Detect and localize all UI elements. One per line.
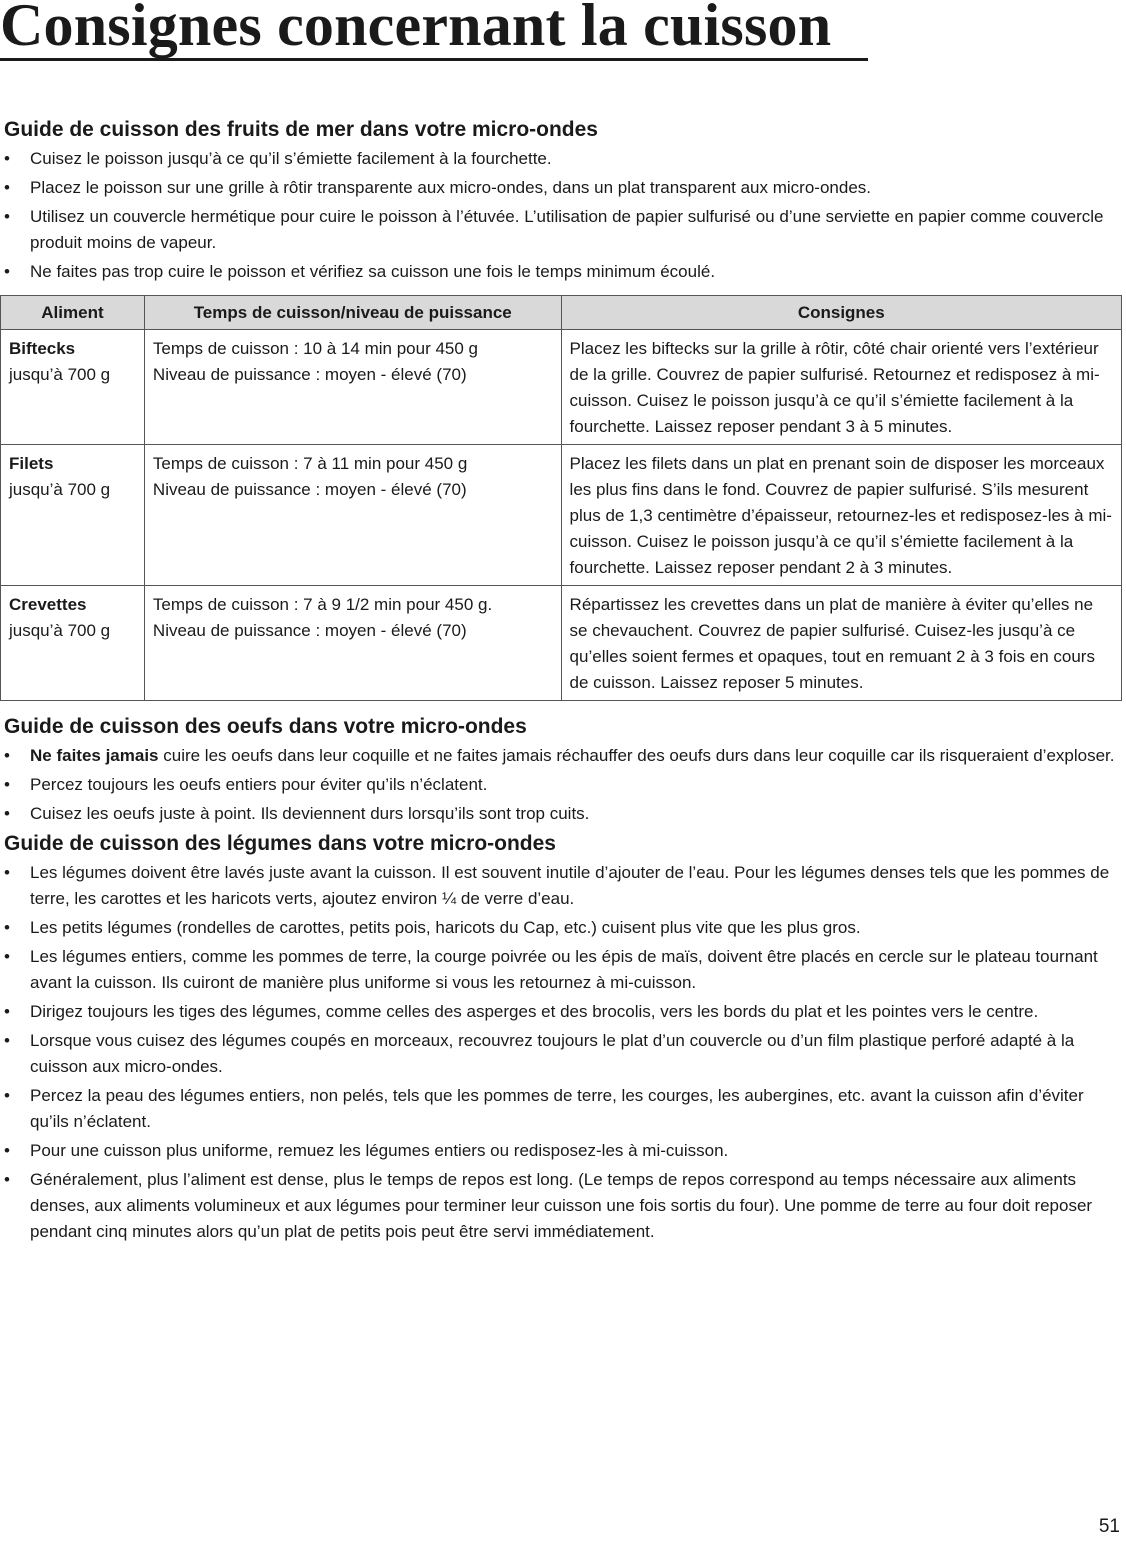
cooking-time: Temps de cuisson : 10 à 14 min pour 450 g	[152, 339, 479, 358]
vegetables-bullet-list	[4, 860, 1124, 1245]
bullet-marker: •	[4, 1002, 10, 1021]
bullet-marker: •	[4, 1170, 10, 1189]
bullet-marker: •	[4, 746, 10, 765]
instructions-cell: Placez les biftecks sur la grille à rôtir, côté chair orienté vers l’extérieur de la grille. Couvrez de papier sulfurisé. Retournez et redisposez à mi-cuisson. Cuisez le poisson jusqu’à ce qu’il s’émiette facilement à la fourchette. Laissez reposer pendant 3 à 5 minutes.	[561, 330, 1121, 445]
bullet-marker: •	[4, 1086, 10, 1105]
bullet-marker: •	[4, 947, 10, 966]
vegetables-section	[4, 830, 1124, 1245]
list-item	[4, 944, 1124, 996]
eggs-section	[4, 713, 1124, 827]
food-cell	[1, 445, 145, 586]
list-item	[4, 175, 1124, 201]
bullet-marker: •	[4, 1031, 10, 1050]
list-item	[4, 801, 1124, 827]
cooking-time: Temps de cuisson : 7 à 9 1/2 min pour 450 g.	[152, 595, 493, 614]
time-power-cell	[144, 330, 561, 445]
list-item	[4, 1083, 1124, 1135]
list-item	[4, 772, 1124, 798]
bullet-text: Percez toujours les oeufs entiers pour éviter qu’ils n’éclatent.	[30, 775, 488, 794]
list-item	[4, 999, 1124, 1025]
food-cell	[1, 586, 145, 701]
list-item	[4, 1138, 1124, 1164]
table-header-row	[1, 296, 1122, 330]
bullet-text: Utilisez un couvercle hermétique pour cuire le poisson à l’étuvée. L’utilisation de papier sulfurisé ou d’une serviette en papier comme couvercle produit moins de vapeur.	[30, 207, 1104, 252]
column-header-time-power: Temps de cuisson/niveau de puissance	[144, 296, 561, 330]
power-level: Niveau de puissance : moyen - élevé (70)	[152, 365, 467, 384]
food-name: Biftecks	[9, 339, 76, 358]
bullet-marker: •	[4, 178, 10, 197]
bullet-marker: •	[4, 918, 10, 937]
title-underline	[0, 58, 868, 61]
bullet-text: Pour une cuisson plus uniforme, remuez les légumes entiers ou redisposez-les à mi-cuisson.	[30, 1141, 729, 1160]
cooking-time: Temps de cuisson : 7 à 11 min pour 450 g	[152, 454, 468, 473]
food-name: Filets	[9, 454, 54, 473]
instructions-cell: Répartissez les crevettes dans un plat de manière à éviter qu’elles ne se chevauchent. Couvrez de papier sulfurisé. Cuisez-les jusqu’à ce qu’elles soient fermes et opaques, tout en remuant 2 à 3 fois en cours de cuisson. Laissez reposer 5 minutes.	[561, 586, 1121, 701]
list-item	[4, 259, 1124, 285]
bullet-text: Généralement, plus l’aliment est dense, plus le temps de repos est long. (Le temps de repos correspond au temps nécessaire aux aliments denses, aux aliments volumineux et aux légumes pour terminer leur cuisson une fois sortis du four). Une pomme de terre au four doit reposer pendant cinq minutes alors qu’un plat de petits pois peut être servi immédiatement.	[30, 1170, 1093, 1241]
table-row	[1, 330, 1122, 445]
table-row	[1, 445, 1122, 586]
bullet-text: Lorsque vous cuisez des légumes coupés en morceaux, recouvrez toujours le plat d’un couvercle ou d’un film plastique perforé adapté à la cuisson aux micro-ondes.	[30, 1031, 1075, 1076]
column-header-instructions: Consignes	[561, 296, 1121, 330]
table-row	[1, 586, 1122, 701]
bullet-text: Cuisez les oeufs juste à point. Ils deviennent durs lorsqu’ils sont trop cuits.	[30, 804, 590, 823]
food-name: Crevettes	[9, 595, 87, 614]
page-number: 51	[1098, 1516, 1120, 1537]
bullet-marker: •	[4, 1141, 10, 1160]
warning-emphasis: Ne faites jamais	[30, 746, 159, 765]
bullet-marker: •	[4, 262, 10, 281]
bullet-text: Placez le poisson sur une grille à rôtir transparente aux micro-ondes, dans un plat transparent aux micro-ondes.	[30, 178, 871, 197]
seafood-cooking-table	[0, 295, 1122, 701]
bullet-text: cuire les oeufs dans leur coquille et ne faites jamais réchauffer des oeufs durs dans leur coquille car ils risqueraient d’exploser.	[158, 746, 1115, 765]
bullet-text: Les légumes entiers, comme les pommes de terre, la courge poivrée ou les épis de maïs, doivent être placés en cercle sur le plateau tournant avant la cuisson. Ils cuiront de manière plus uniforme si vous les retournez à mi-cuisson.	[30, 947, 1098, 992]
page-content	[4, 116, 1124, 1248]
instructions-cell: Placez les filets dans un plat en prenant soin de disposer les morceaux les plus fins dans le fond. Couvrez de papier sulfurisé. S’ils mesurent plus de 1,3 centimètre d’épaisseur, retournez-les et redisposez-les à mi-cuisson. Cuisez le poisson jusqu’à ce qu’il s’émiette facilement à la fourchette. Laissez reposer pendant 2 à 3 minutes.	[561, 445, 1121, 586]
seafood-heading: Guide de cuisson des fruits de mer dans votre micro-ondes	[4, 118, 598, 141]
food-quantity: jusqu’à 700 g	[9, 480, 111, 499]
list-item	[4, 1028, 1124, 1080]
eggs-heading: Guide de cuisson des oeufs dans votre micro-ondes	[4, 715, 527, 738]
eggs-bullet-list	[4, 743, 1124, 827]
page-title: Consignes concernant la cuisson	[0, 0, 832, 58]
seafood-bullet-list	[4, 146, 1124, 285]
list-item	[4, 860, 1124, 912]
time-power-cell	[144, 586, 561, 701]
power-level: Niveau de puissance : moyen - élevé (70)	[152, 621, 467, 640]
bullet-text: Les petits légumes (rondelles de carottes, petits pois, haricots du Cap, etc.) cuisent plus vite que les plus gros.	[30, 918, 861, 937]
bullet-text: Cuisez le poisson jusqu’à ce qu’il s’émiette facilement à la fourchette.	[30, 149, 552, 168]
list-item	[4, 1167, 1124, 1245]
list-item	[4, 915, 1124, 941]
power-level: Niveau de puissance : moyen - élevé (70)	[152, 480, 467, 499]
column-header-food: Aliment	[1, 296, 145, 330]
bullet-marker: •	[4, 149, 10, 168]
food-quantity: jusqu’à 700 g	[9, 621, 111, 640]
list-item	[4, 146, 1124, 172]
bullet-marker: •	[4, 207, 10, 226]
time-power-cell	[144, 445, 561, 586]
food-cell	[1, 330, 145, 445]
vegetables-heading: Guide de cuisson des légumes dans votre micro-ondes	[4, 832, 556, 855]
bullet-marker: •	[4, 775, 10, 794]
bullet-marker: •	[4, 863, 10, 882]
list-item	[4, 743, 1124, 769]
bullet-text: Ne faites pas trop cuire le poisson et vérifiez sa cuisson une fois le temps minimum écoulé.	[30, 262, 716, 281]
list-item	[4, 204, 1124, 256]
bullet-text: Les légumes doivent être lavés juste avant la cuisson. Il est souvent inutile d’ajouter de l’eau. Pour les légumes denses tels que les pommes de terre, les carottes et les haricots verts, ajoutez environ ¼ de verre d’eau.	[30, 863, 1110, 908]
food-quantity: jusqu’à 700 g	[9, 365, 111, 384]
bullet-text: Dirigez toujours les tiges des légumes, comme celles des asperges et des brocolis, vers les bords du plat et les pointes vers le centre.	[30, 1002, 1039, 1021]
seafood-section	[4, 116, 1124, 701]
bullet-text: Percez la peau des légumes entiers, non pelés, tels que les pommes de terre, les courges, les aubergines, etc. avant la cuisson afin d’éviter qu’ils n’éclatent.	[30, 1086, 1084, 1131]
bullet-marker: •	[4, 804, 10, 823]
